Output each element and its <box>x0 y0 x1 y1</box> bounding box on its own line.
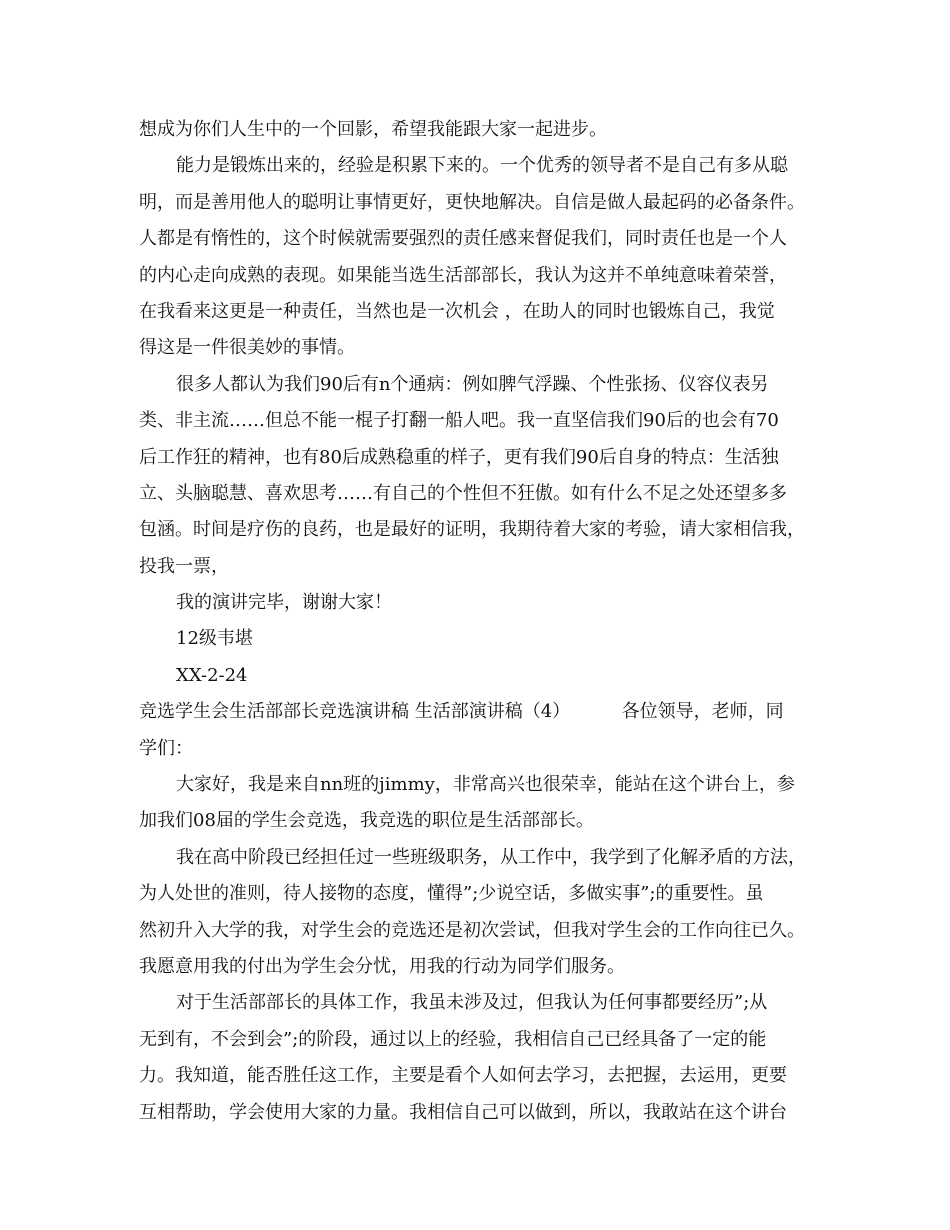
text-line: 想成为你们人生中的一个回影，希望我能跟大家一起进步。 <box>139 119 607 140</box>
text-line: 明，而是善用他人的聪明让事情更好，更快地解决。自信是做人最起码的必备条件。 <box>139 191 805 213</box>
text-line: 类、非主流……但总不能一棍子打翻一船人吧。我一直坚信我们90后的也会有70 <box>139 410 779 432</box>
text-line: 很多人都认为我们90后有n个通病：例如脾气浮躁、个性张扬、仪容仪表另 <box>176 373 769 395</box>
text-line: 立、头脑聪慧、喜欢思考……有自己的个性但不狂傲。如有什么不足之处还望多多 <box>139 482 787 504</box>
text-line: 学们： <box>139 737 193 759</box>
section-heading-line: 竞选学生会生活部部长竞选演讲稿 生活部演讲稿（4） 各位领导，老师，同 <box>139 701 784 723</box>
text-line: 得这是一件很美妙的事情。 <box>139 337 355 359</box>
text-line: 对于生活部部长的具体工作，我虽未涉及过，但我认为任何事都要经历”;从 <box>176 992 768 1014</box>
text-line: 互相帮助，学会使用大家的力量。我相信自己可以做到，所以，我敢站在这个讲台 <box>139 1101 787 1123</box>
text-line: 力。我知道，能否胜任这工作，主要是看个人如何去学习，去把握，去运用，更要 <box>139 1065 787 1087</box>
text-line: 在我看来这更是一种责任，当然也是一次机会 ，在助人的同时也锻炼自己，我觉 <box>139 300 775 322</box>
text-line: 无到有，不会到会”;的阶段，通过以上的经验，我相信自己已经具备了一定的能 <box>139 1028 767 1050</box>
text-line: 然初升入大学的我，对学生会的竞选还是初次尝试，但我对学生会的工作向往已久。 <box>139 919 805 941</box>
text-line: 我愿意用我的付出为学生会分忧，用我的行动为同学们服务。 <box>139 955 625 977</box>
text-line: 人都是有惰性的，这个时候就需要强烈的责任感来督促我们，同时责任也是一个人 <box>139 228 787 250</box>
document-body <box>139 112 829 1131</box>
text-line: 加我们08届的学生会竞选，我竞选的职位是生活部部长。 <box>139 810 594 832</box>
closing-line: 我的演讲完毕，谢谢大家！ <box>176 592 392 614</box>
text-line: 能力是锻炼出来的，经验是积累下来的。一个优秀的领导者不是自己有多从聪 <box>176 155 788 177</box>
text-line: 投我一票， <box>139 555 229 577</box>
author-signature: 12级韦堪 <box>176 628 253 650</box>
text-line: 后工作狂的精神，也有80后成熟稳重的样子，更有我们90后自身的特点：生活独 <box>139 446 779 468</box>
text-line: 包涵。时间是疗伤的良药，也是最好的证明，我期待着大家的考验，请大家相信我， <box>139 519 805 541</box>
date-line: XX-2-24 <box>176 664 248 686</box>
text-line: 的内心走向成熟的表现。如果能当选生活部部长，我认为这并不单纯意味着荣誉， <box>139 264 787 286</box>
text-line: 大家好，我是来自nn班的jimmy，非常高兴也很荣幸，能站在这个讲台上，参 <box>176 774 795 796</box>
text-line: 为人处世的准则，待人接物的态度，懂得”;少说空话，多做实事”;的重要性。虽 <box>139 883 764 905</box>
text-line: 我在高中阶段已经担任过一些班级职务，从工作中，我学到了化解矛盾的方法， <box>176 846 806 868</box>
